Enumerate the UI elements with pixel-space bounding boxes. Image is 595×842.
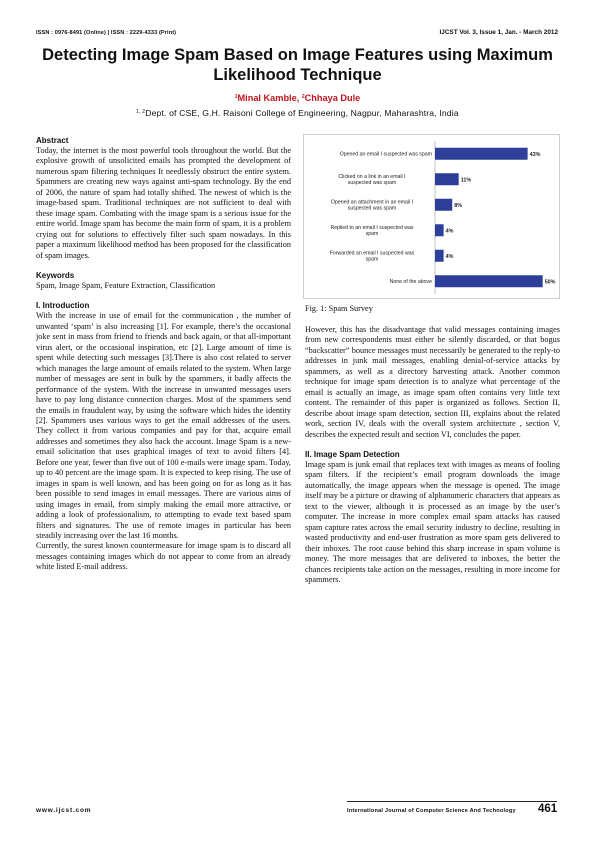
author-2-name: Chhaya Dule: [304, 93, 361, 103]
chart-bar: [435, 173, 459, 185]
chart-value-label: 4%: [445, 253, 454, 260]
keywords-text: Spam, Image Spam, Feature Extraction, Classification: [36, 280, 216, 290]
footer-journal-name: International Journal of Computer Science And Technology: [347, 808, 516, 814]
author-2-sup: 2: [301, 94, 305, 100]
chart-value-label: 43%: [529, 151, 541, 158]
chart-value-label: 50%: [544, 279, 556, 286]
chart-bar: [435, 275, 543, 287]
chart-bar: [435, 148, 528, 160]
affiliation: [0, 108, 595, 118]
abstract-heading: Abstract: [36, 136, 69, 145]
chart-category-label: Clicked on a link in an email I suspected was spam: [338, 173, 406, 187]
spam-survey-chart: [303, 134, 560, 299]
spam-survey-chart-svg: [304, 135, 559, 298]
author-list: [0, 93, 595, 103]
abstract-text: Today, the internet is the most powerful tools throughout the world. But the explosive growth of unsolicited emails has prompted the development of numerous spam filtering techniques It needlessly obstruct the entire system. Spammers are creating new ways against anti-spam technology. By the end of 2006, the nature of spam had totally shifted. The newest of which is the image-based spam. Traditional techniques are not sufficient to deal with these image spam. Combating with the image spam is a serious issue for the entire world. Image spam has become the main form of spam, it is a problem crying out for solutions to effectively filter such spam nowadays. In this paper a maximum likelihood method has been proposed for the classification of spam images.: [36, 146, 291, 260]
chart-value-label: 11%: [460, 177, 472, 184]
chart-category-label: Forwarded an email I suspected was spam: [329, 250, 415, 263]
author-1-sup: 1: [234, 94, 238, 100]
chart-value-label: 4%: [445, 228, 454, 235]
paper-title: Detecting Image Spam Based on Image Features using Maximum Likelihood Technique: [42, 46, 553, 84]
left-column: [36, 136, 291, 573]
page-number: 461: [538, 803, 558, 815]
chart-category-label: Replied to an email I suspected was spam: [330, 224, 414, 238]
right-column: [305, 325, 560, 585]
introduction-paragraph-1: With the increase in use of email for the communication , the number of unwanted ‘spam’ is also increasing [1]. For example, there’s the occasional joke sent in mass from friend to friends and back again, or that all-important virus alert, or the occasional inspiration, etc [2]. Large amount of time is spent while detecting such messages [3].There is also cost related to server which manages the large amount of emails related to the system. When large number of messages are sent in bulk by the spammers, it badly affects the performance of the system. With the increase in unwanted messages users have to pay long distance connection charges. Most of the spammers send the emails in fraudulent way, by using the software which hides the identity [2]. Spammers uses various ways to get the email addresses of the users. They collect it from various companies and pay for that, acquire email addresses and sometimes they also hack the account. Image Spam is a new-email solicitation that uses graphical images of text to avoid filters [4]. Before one year, fewer than five out of 100 e-mails were image spam. Today, up to 40 percent are the image spam. It is expected to keep rising. The use of images in spam is well known, and has been going on for as long as it has been possible to send images in email messages. There are various aims of using images in email, from simply making the email more attractive, or adding a look of professionalism, to attempting to evade text based spam filters and signatures. The use of remote images in particular has been steadily increasing over the last 16 months.: [36, 311, 291, 540]
issn-header: ISSN : 0976-8491 (Online) | ISSN : 2229-4333 (Print): [36, 30, 177, 36]
chart-bar: [435, 199, 452, 211]
journal-volume-header: IJCST Vol. 3, Issue 1, Jan. - March 2012: [439, 29, 558, 36]
affiliation-sup: 1, 2: [136, 109, 146, 115]
footer-rule: [347, 801, 557, 802]
image-spam-detection-paragraph: Image spam is junk email that replaces text with images as means of fooling spam filters. If the recipient’s email program downloads the image automatically, the image appears when the message is opened. The image itself may be a picture or drawing of alphanumeric characters that appears as text to the viewer, although it is processed as an image by the user’s computer. The increase in more complex email spam attacks has caused spam capture rates across the email security industry to decline, resulting in wasted productivity and end-user frustration as more spam gets delivered to their inboxes. The root cause behind this sharp increase in spam volume is money. The more messages that are delivered to inboxes, the better the chances recipients take action on the messages, resulting in more income for spammers.: [305, 459, 560, 584]
chart-value-label: 8%: [454, 202, 463, 209]
keywords-heading: Keywords: [36, 270, 75, 280]
author-separator: ,: [296, 93, 302, 103]
figure-caption: Fig. 1: Spam Survey: [305, 304, 373, 313]
chart-category-label: Opened an attachment in an email I suspected was spam: [330, 199, 414, 212]
image-spam-detection-heading: II. Image Spam Detection: [305, 449, 400, 459]
footer-website: www.ijcst.com: [36, 807, 92, 814]
affiliation-text: Dept. of CSE, G.H. Raisoni College of Engineering, Nagpur, Maharashtra, India: [145, 108, 459, 118]
right-paragraph-1: However, this has the disadvantage that valid messages containing images from new correspondents must either be silently discarded, or that bogus “backscatter” bounce messages must necessarily be generated to the reply-to addresses in junk mail messages, enabling denial-of-service attacks by spammers, as well as a directory harvesting attack. Another common technique for image spam detection is to analyze what percentage of the email is actually an image, as image spam often contains very little text content. The remainder of this paper is organized as follows. Section II, describe about image spam detection, section III, explains about the related work, section IV, deals with the overall system architecture , section V, describes the expected result and section VI, concludes the paper.: [305, 325, 560, 439]
author-1-name: Minal Kamble: [237, 93, 297, 103]
introduction-paragraph-2: Currently, the surest known countermeasure for image spam is to discard all messages containing images which do not appear to come from an already white listed E-mail address.: [36, 541, 291, 572]
chart-bar: [435, 224, 444, 236]
chart-category-label: None of the above: [389, 279, 432, 286]
chart-bar: [435, 250, 444, 262]
chart-category-label: Opened an email I suspected was spam: [339, 151, 432, 158]
introduction-heading: I. Introduction: [36, 301, 90, 311]
